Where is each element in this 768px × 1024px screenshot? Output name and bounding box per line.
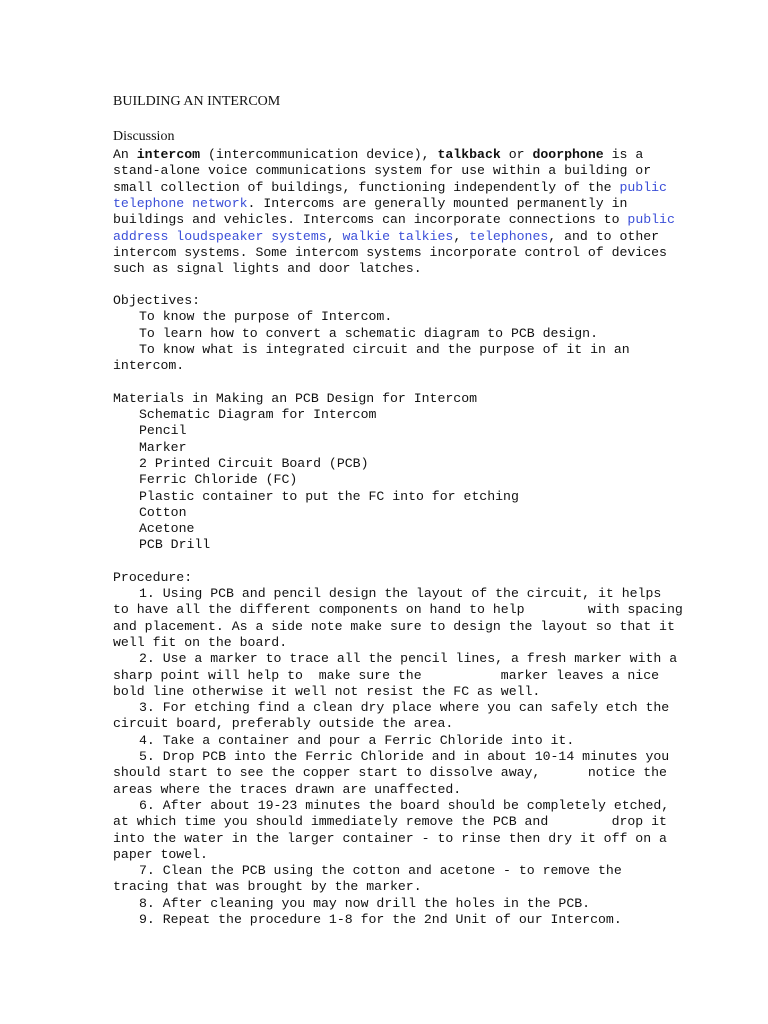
procedure-step-continued: circuit board, preferably outside the area. <box>113 716 454 732</box>
objective-item: To know what is integrated circuit and the purpose of it in an <box>139 342 630 357</box>
discussion-link[interactable]: address loudspeaker systems <box>113 228 327 244</box>
discussion-term: talkback <box>437 147 501 162</box>
discussion-link[interactable]: public <box>619 179 667 195</box>
procedure-step: 4. Take a container and pour a Ferric Chloride into it. <box>139 732 575 748</box>
procedure-step-continued: into the water in the larger container - to rinse then dry it off on a <box>113 830 667 846</box>
discussion-term: intercom <box>136 147 201 162</box>
discussion-line <box>113 147 643 163</box>
discussion-line <box>113 212 675 228</box>
material-item: Marker <box>139 439 187 455</box>
material-item: PCB Drill <box>139 537 211 553</box>
discussion-text: buildings and vehicles. Intercoms can incorporate connections to <box>113 212 628 228</box>
procedure-step-continued: bold line otherwise it well not resist the FC as well. <box>113 683 541 699</box>
discussion-text: intercom systems. Some intercom systems incorporate control of devices <box>113 244 667 260</box>
discussion-link[interactable]: telephone network <box>113 195 248 211</box>
discussion-text: . Intercoms are generally mounted permanently in <box>247 195 628 211</box>
discussion-text: or <box>500 147 533 162</box>
discussion-text: , and to other <box>548 228 660 244</box>
procedure-step-continued: paper towel. <box>113 846 208 862</box>
objectives-heading: Objectives: <box>113 293 201 308</box>
procedure-step-continued: areas where the traces drawn are unaffected. <box>113 781 462 797</box>
materials-heading: Materials in Making an PCB Design for Intercom <box>113 391 478 406</box>
procedure-step-continued: well fit on the board. <box>113 634 288 650</box>
discussion-link[interactable]: telephones <box>469 228 549 244</box>
procedure-step: 6. After about 19-23 minutes the board should be completely etched, <box>139 797 670 813</box>
discussion-line <box>113 180 667 196</box>
material-item: Ferric Chloride (FC) <box>139 472 298 488</box>
procedure-heading: Procedure: <box>113 570 193 585</box>
procedure-step-continued: sharp point will help to make sure the marker leaves a nice <box>113 667 660 683</box>
discussion-heading: Discussion <box>113 129 175 144</box>
procedure-step: 5. Drop PCB into the Ferric Chloride and in about 10-14 minutes you <box>139 749 670 764</box>
discussion-link[interactable]: walkie talkies <box>342 228 454 244</box>
procedure-step: 8. After cleaning you may now drill the holes in the PCB. <box>139 895 591 911</box>
discussion-line <box>113 261 422 277</box>
discussion-text: An <box>113 147 137 162</box>
procedure-step-continued: to have all the different components on hand to help with spacing <box>113 602 683 618</box>
material-item: Cotton <box>139 504 187 520</box>
procedure-step-continued: at which time you should immediately remove the PCB and drop it <box>113 814 667 830</box>
objective-item-wrap: intercom. <box>113 358 185 373</box>
procedure-step: 3. For etching find a clean dry place where you can safely etch the <box>139 700 670 716</box>
procedure-step-continued: and placement. As a side note make sure to design the layout so that it <box>113 618 675 634</box>
material-item: Pencil <box>139 423 187 439</box>
discussion-text: (intercommunication device), <box>200 147 438 162</box>
discussion-text: is a <box>603 147 644 162</box>
discussion-text: stand-alone voice communications system for use within a building or <box>113 163 652 179</box>
discussion-link[interactable]: public <box>627 212 675 228</box>
discussion-term: doorphone <box>532 147 604 162</box>
procedure-step: 1. Using PCB and pencil design the layout of the circuit, it helps <box>139 586 662 601</box>
discussion-line <box>113 245 667 261</box>
discussion-line <box>113 196 627 212</box>
material-item: Schematic Diagram for Intercom <box>139 407 377 422</box>
procedure-step: 9. Repeat the procedure 1-8 for the 2nd Unit of our Intercom. <box>139 912 622 927</box>
procedure-step: 7. Clean the PCB using the cotton and acetone - to remove the <box>139 863 622 879</box>
material-item: 2 Printed Circuit Board (PCB) <box>139 455 369 471</box>
discussion-line <box>113 229 659 245</box>
material-item: Plastic container to put the FC into for etching <box>139 488 519 504</box>
discussion-text: such as signal lights and door latches. <box>113 261 422 277</box>
procedure-step: 2. Use a marker to trace all the pencil lines, a fresh marker with a <box>139 651 678 667</box>
objective-item: To know the purpose of Intercom. <box>139 309 393 324</box>
material-item: Acetone <box>139 521 195 537</box>
discussion-text: small collection of buildings, functioning independently of the <box>113 179 620 195</box>
procedure-step-continued: should start to see the copper start to dissolve away, notice the <box>113 765 667 781</box>
discussion-text: , <box>326 228 343 244</box>
document-title: BUILDING AN INTERCOM <box>113 94 281 109</box>
discussion-line <box>113 163 651 179</box>
discussion-text: , <box>453 228 470 244</box>
procedure-step-continued: tracing that was brought by the marker. <box>113 879 422 895</box>
objective-item: To learn how to convert a schematic diagram to PCB design. <box>139 326 598 341</box>
